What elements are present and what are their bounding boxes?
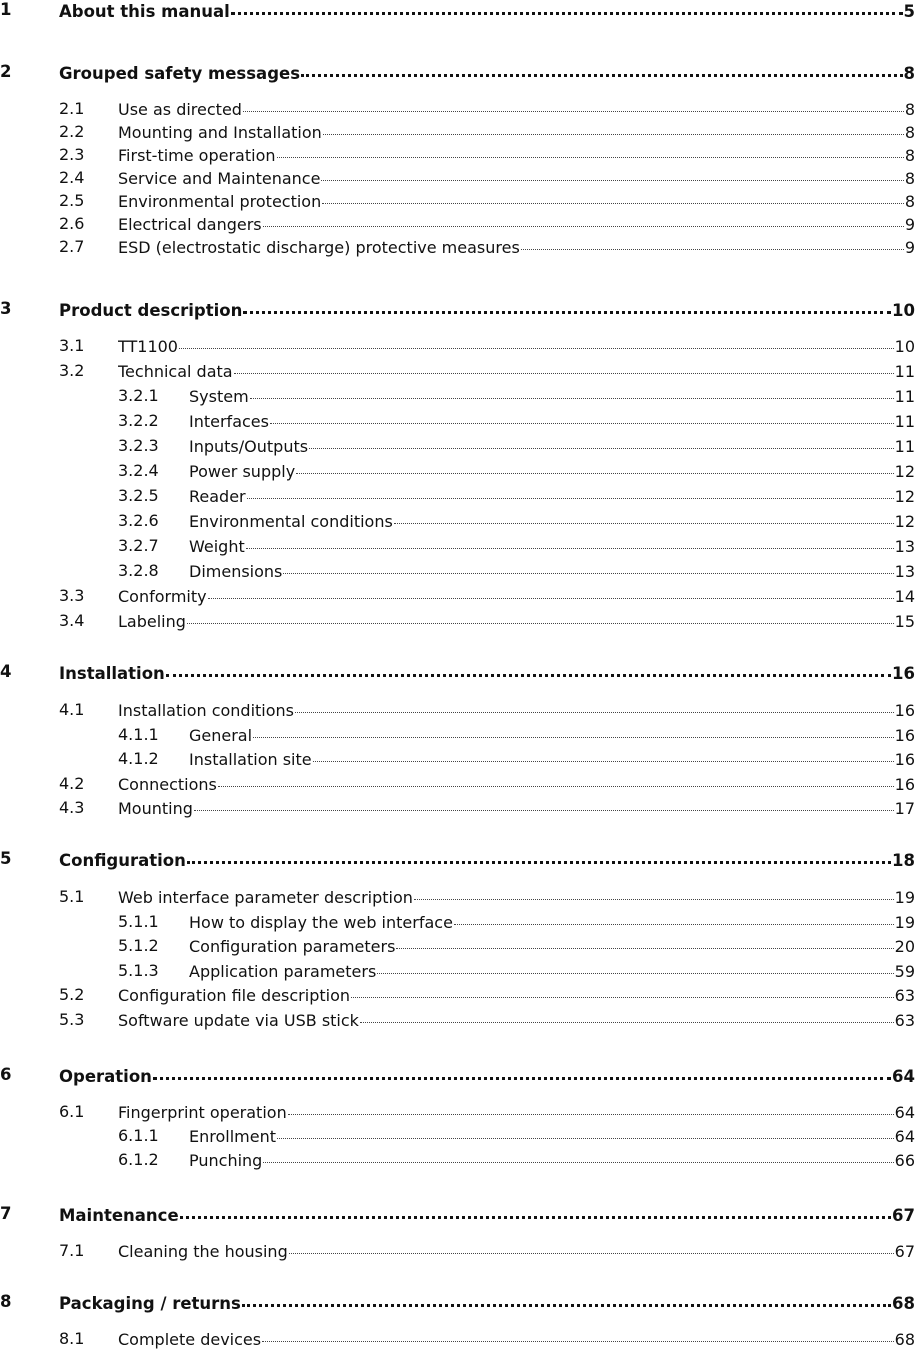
toc-entry-page-number: 67 xyxy=(894,1242,915,1261)
toc-entry-number: 6.1 xyxy=(59,1102,85,1121)
toc-entry-page-number: 19 xyxy=(894,913,915,932)
toc-entry-page-number: 9 xyxy=(904,215,915,234)
toc-entry-title: Software update via USB stick xyxy=(118,1011,359,1030)
dot-leader xyxy=(180,1204,891,1221)
toc-entry-3-3[interactable] xyxy=(0,586,915,608)
toc-entry-number: 5.1.1 xyxy=(118,912,159,931)
toc-entry-number: 2.7 xyxy=(59,237,85,256)
toc-entry-page-number: 11 xyxy=(894,362,915,381)
toc-entry-title: Labeling xyxy=(118,612,186,631)
toc-entry-3-2[interactable] xyxy=(0,361,915,383)
toc-entry-link[interactable] xyxy=(189,461,915,481)
toc-entry-link[interactable] xyxy=(189,936,915,956)
dot-leader xyxy=(277,145,904,161)
toc-entry-link[interactable] xyxy=(59,1065,915,1086)
dot-leader xyxy=(250,386,894,402)
toc-entry-link[interactable] xyxy=(59,849,915,870)
toc-entry-link[interactable] xyxy=(59,662,915,683)
dot-leader xyxy=(454,912,894,928)
toc-entry-6-1-1[interactable] xyxy=(0,1126,915,1148)
toc-entry-title: Conformity xyxy=(118,587,207,606)
toc-entry-link[interactable] xyxy=(118,985,915,1005)
toc-entry-link[interactable] xyxy=(189,912,915,932)
toc-entry-number: 5.1.2 xyxy=(118,936,159,955)
dot-leader xyxy=(309,436,894,452)
toc-entry-2[interactable] xyxy=(0,62,915,84)
toc-entry-page-number: 18 xyxy=(892,850,915,870)
dot-leader xyxy=(323,122,904,138)
toc-entry-page-number: 8 xyxy=(904,146,915,165)
toc-entry-link[interactable] xyxy=(59,62,915,83)
toc-entry-number: 7 xyxy=(0,1204,12,1223)
dot-leader xyxy=(521,237,904,253)
toc-entry-3-2-7[interactable] xyxy=(0,536,915,558)
dot-leader xyxy=(296,461,893,477)
toc-entry-number: 5 xyxy=(0,849,12,868)
dot-leader xyxy=(351,985,894,1001)
toc-entry-title: Installation site xyxy=(189,750,312,769)
toc-entry-7[interactable] xyxy=(0,1204,915,1226)
toc-entry-3-2-2[interactable] xyxy=(0,411,915,433)
toc-entry-number: 2.4 xyxy=(59,168,85,187)
toc-entry-title: Enrollment xyxy=(189,1127,276,1146)
toc-entry-link[interactable] xyxy=(189,1150,915,1170)
toc-entry-link[interactable] xyxy=(118,700,915,720)
toc-entry-page-number: 20 xyxy=(894,937,915,956)
toc-entry-link[interactable] xyxy=(118,887,915,907)
toc-entry-title: Fingerprint operation xyxy=(118,1103,287,1122)
dot-leader xyxy=(208,586,894,602)
toc-entry-number: 3.2.7 xyxy=(118,536,159,555)
toc-entry-4[interactable] xyxy=(0,662,915,684)
toc-entry-link[interactable] xyxy=(59,1292,915,1313)
toc-entry-page-number: 63 xyxy=(894,1011,915,1030)
toc-entry-link[interactable] xyxy=(189,561,915,581)
dot-leader xyxy=(179,336,894,352)
dot-leader xyxy=(263,1150,893,1166)
toc-entry-4-1-2[interactable] xyxy=(0,749,915,771)
toc-entry-title: Cleaning the housing xyxy=(118,1242,288,1261)
toc-entry-number: 3 xyxy=(0,299,12,318)
toc-entry-page-number: 64 xyxy=(892,1066,915,1086)
toc-entry-page-number: 12 xyxy=(894,487,915,506)
toc-entry-number: 3.2.6 xyxy=(118,511,159,530)
dot-leader xyxy=(243,99,904,115)
toc-entry-page-number: 11 xyxy=(894,412,915,431)
toc-entry-number: 2.3 xyxy=(59,145,85,164)
toc-entry-title: Interfaces xyxy=(189,412,269,431)
toc-entry-3[interactable] xyxy=(0,299,915,321)
toc-entry-page-number: 15 xyxy=(894,612,915,631)
toc-entry-link[interactable] xyxy=(118,336,915,356)
toc-entry-title: Operation xyxy=(59,1066,152,1086)
toc-entry-link[interactable] xyxy=(118,122,915,142)
toc-entry-page-number: 11 xyxy=(894,387,915,406)
toc-entry-page-number: 14 xyxy=(894,587,915,606)
toc-entry-3-2-3[interactable] xyxy=(0,436,915,458)
toc-entry-title: Complete devices xyxy=(118,1330,262,1349)
toc-entry-number: 6.1.1 xyxy=(118,1126,159,1145)
toc-entry-page-number: 11 xyxy=(894,437,915,456)
dot-leader xyxy=(322,191,904,207)
dot-leader xyxy=(288,1102,894,1118)
toc-entry-5-1-1[interactable] xyxy=(0,912,915,934)
toc-entry-4-1[interactable] xyxy=(0,700,915,722)
toc-entry-page-number: 63 xyxy=(894,986,915,1005)
toc-entry-7-1[interactable] xyxy=(0,1241,915,1263)
toc-entry-number: 5.2 xyxy=(59,985,85,1004)
toc-entry-link[interactable] xyxy=(59,0,915,21)
toc-entry-title: Environmental conditions xyxy=(189,512,393,531)
toc-entry-title: Configuration file description xyxy=(118,986,351,1005)
dot-leader xyxy=(218,774,894,790)
dot-leader xyxy=(295,700,894,716)
toc-entry-5-3[interactable] xyxy=(0,1010,915,1032)
toc-entry-number: 2.2 xyxy=(59,122,85,141)
dot-leader xyxy=(234,361,894,377)
dot-leader xyxy=(377,961,893,977)
toc-entry-number: 3.3 xyxy=(59,586,85,605)
toc-entry-number: 3.2.1 xyxy=(118,386,159,405)
toc-entry-link[interactable] xyxy=(118,145,915,165)
dot-leader xyxy=(313,749,894,765)
toc-entry-title: Mounting xyxy=(118,799,193,818)
toc-entry-title: Maintenance xyxy=(59,1205,179,1225)
toc-entry-page-number: 12 xyxy=(894,512,915,531)
toc-entry-title: System xyxy=(189,387,249,406)
toc-entry-link[interactable] xyxy=(189,411,915,431)
dot-leader xyxy=(166,662,891,679)
toc-entry-title: Grouped safety messages xyxy=(59,63,301,83)
toc-entry-page-number: 10 xyxy=(892,300,915,320)
toc-entry-number: 4.3 xyxy=(59,798,85,817)
toc-entry-title: Web interface parameter description xyxy=(118,888,413,907)
toc-entry-page-number: 5 xyxy=(903,1,915,21)
toc-entry-6-1[interactable] xyxy=(0,1102,915,1124)
toc-entry-title: Technical data xyxy=(118,362,233,381)
dot-leader xyxy=(360,1010,894,1026)
toc-entry-link[interactable] xyxy=(118,1329,915,1349)
dot-leader xyxy=(194,798,894,814)
toc-entry-page-number: 67 xyxy=(892,1205,915,1225)
dot-leader xyxy=(301,62,903,79)
dot-leader xyxy=(394,511,894,527)
toc-entry-page-number: 8 xyxy=(903,63,915,83)
toc-entry-8-1[interactable] xyxy=(0,1329,915,1351)
toc-entry-page-number: 8 xyxy=(904,100,915,119)
toc-entry-4-1-1[interactable] xyxy=(0,725,915,747)
toc-entry-page-number: 16 xyxy=(894,775,915,794)
toc-entry-title: Installation conditions xyxy=(118,701,295,720)
toc-entry-number: 2.1 xyxy=(59,99,85,118)
toc-entry-title: Application parameters xyxy=(189,962,377,981)
toc-entry-2-3[interactable] xyxy=(0,145,915,167)
toc-entry-2-1[interactable] xyxy=(0,99,915,121)
toc-entry-link[interactable] xyxy=(118,191,915,211)
toc-entry-title: Electrical dangers xyxy=(118,215,262,234)
toc-entry-link[interactable] xyxy=(189,436,915,456)
toc-entry-link[interactable] xyxy=(118,586,915,606)
toc-entry-page-number: 8 xyxy=(904,123,915,142)
toc-entry-5-1-2[interactable] xyxy=(0,936,915,958)
toc-entry-title: Mounting and Installation xyxy=(118,123,322,142)
toc-entry-title: Service and Maintenance xyxy=(118,169,321,188)
toc-entry-title: About this manual xyxy=(59,1,230,21)
toc-entry-2-2[interactable] xyxy=(0,122,915,144)
toc-entry-5[interactable] xyxy=(0,849,915,871)
toc-entry-page-number: 16 xyxy=(892,663,915,683)
toc-entry-title: How to display the web interface xyxy=(189,913,453,932)
toc-entry-title: Punching xyxy=(189,1151,263,1170)
toc-entry-link[interactable] xyxy=(189,961,915,981)
dot-leader xyxy=(263,214,904,230)
toc-entry-4-2[interactable] xyxy=(0,774,915,796)
toc-entry-number: 5.1 xyxy=(59,887,85,906)
toc-entry-title: Power supply xyxy=(189,462,296,481)
toc-entry-page-number: 16 xyxy=(894,750,915,769)
toc-entry-3-1[interactable] xyxy=(0,336,915,358)
toc-entry-link[interactable] xyxy=(189,536,915,556)
toc-entry-page-number: 16 xyxy=(894,726,915,745)
toc-entry-page-number: 68 xyxy=(892,1293,915,1313)
toc-entry-number: 6 xyxy=(0,1065,12,1084)
toc-entry-3-2-4[interactable] xyxy=(0,461,915,483)
toc-entry-page-number: 8 xyxy=(904,169,915,188)
toc-entry-number: 3.2.4 xyxy=(118,461,159,480)
toc-entry-page-number: 8 xyxy=(904,192,915,211)
toc-entry-number: 4.1 xyxy=(59,700,85,719)
dot-leader xyxy=(242,1292,891,1309)
toc-entry-title: First-time operation xyxy=(118,146,276,165)
dot-leader xyxy=(153,1065,891,1082)
toc-entry-page-number: 19 xyxy=(894,888,915,907)
toc-entry-8[interactable] xyxy=(0,1292,915,1314)
dot-leader xyxy=(253,725,894,741)
toc-entry-page-number: 68 xyxy=(894,1330,915,1349)
toc-entry-5-1-3[interactable] xyxy=(0,961,915,983)
toc-entry-2-5[interactable] xyxy=(0,191,915,213)
toc-entry-2-4[interactable] xyxy=(0,168,915,190)
toc-entry-3-2-6[interactable] xyxy=(0,511,915,533)
dot-leader xyxy=(243,299,891,316)
toc-entry-2-7[interactable] xyxy=(0,237,915,259)
toc-entry-link[interactable] xyxy=(189,1126,915,1146)
toc-entry-page-number: 64 xyxy=(894,1127,915,1146)
toc-entry-page-number: 66 xyxy=(894,1151,915,1170)
toc-entry-link[interactable] xyxy=(118,774,915,794)
toc-entry-number: 2.5 xyxy=(59,191,85,210)
toc-entry-number: 4.1.1 xyxy=(118,725,159,744)
toc-entry-link[interactable] xyxy=(189,511,915,531)
toc-entry-number: 6.1.2 xyxy=(118,1150,159,1169)
toc-entry-page-number: 59 xyxy=(894,962,915,981)
toc-entry-link[interactable] xyxy=(189,749,915,769)
toc-entry-link[interactable] xyxy=(118,611,915,631)
toc-entry-number: 4 xyxy=(0,662,12,681)
toc-entry-number: 3.4 xyxy=(59,611,85,630)
toc-entry-number: 4.2 xyxy=(59,774,85,793)
toc-entry-6-1-2[interactable] xyxy=(0,1150,915,1172)
toc-entry-6[interactable] xyxy=(0,1065,915,1087)
toc-entry-title: ESD (electrostatic discharge) protective measures xyxy=(118,238,520,257)
toc-entry-title: Environmental protection xyxy=(118,192,322,211)
toc-entry-title: General xyxy=(189,726,253,745)
toc-entry-link[interactable] xyxy=(118,99,915,119)
toc-entry-page-number: 64 xyxy=(894,1103,915,1122)
toc-entry-number: 3.2.5 xyxy=(118,486,159,505)
toc-entry-link[interactable] xyxy=(118,1102,915,1122)
toc-entry-link[interactable] xyxy=(189,386,915,406)
toc-entry-title: Weight xyxy=(189,537,245,556)
toc-entry-page-number: 16 xyxy=(894,701,915,720)
dot-leader xyxy=(247,486,894,502)
toc-entry-link[interactable] xyxy=(59,299,915,320)
toc-entry-4-3[interactable] xyxy=(0,798,915,820)
toc-entry-title: TT1100 xyxy=(118,337,178,356)
toc-entry-5-2[interactable] xyxy=(0,985,915,1007)
toc-entry-title: Dimensions xyxy=(189,562,283,581)
toc-entry-link[interactable] xyxy=(189,486,915,506)
toc-entry-5-1[interactable] xyxy=(0,887,915,909)
toc-entry-link[interactable] xyxy=(118,1010,915,1030)
toc-entry-number: 3.1 xyxy=(59,336,85,355)
dot-leader xyxy=(414,887,894,903)
dot-leader xyxy=(246,536,894,552)
toc-entry-3-2-1[interactable] xyxy=(0,386,915,408)
toc-entry-number: 3.2.8 xyxy=(118,561,159,580)
toc-entry-number: 3.2.3 xyxy=(118,436,159,455)
dot-leader xyxy=(187,849,891,866)
dot-leader xyxy=(277,1126,894,1142)
toc-entry-number: 2.6 xyxy=(59,214,85,233)
dot-leader xyxy=(231,0,903,17)
toc-entry-number: 3.2.2 xyxy=(118,411,159,430)
dot-leader xyxy=(396,936,893,952)
toc-entry-title: Use as directed xyxy=(118,100,242,119)
toc-entry-number: 1 xyxy=(0,0,12,19)
dot-leader xyxy=(187,611,894,627)
toc-entry-number: 5.3 xyxy=(59,1010,85,1029)
toc-entry-link[interactable] xyxy=(118,361,915,381)
toc-entry-link[interactable] xyxy=(118,237,915,257)
dot-leader xyxy=(321,168,903,184)
toc-entry-title: Connections xyxy=(118,775,217,794)
toc-entry-title: Packaging / returns xyxy=(59,1293,241,1313)
toc-entry-number: 3.2 xyxy=(59,361,85,380)
toc-entry-link[interactable] xyxy=(118,798,915,818)
toc-entry-page-number: 9 xyxy=(904,238,915,257)
toc-entry-title: Configuration parameters xyxy=(189,937,396,956)
toc-entry-number: 8.1 xyxy=(59,1329,85,1348)
toc-entry-title: Inputs/Outputs xyxy=(189,437,309,456)
toc-entry-title: Configuration xyxy=(59,850,186,870)
toc-entry-title: Installation xyxy=(59,663,165,683)
toc-entry-3-2-8[interactable] xyxy=(0,561,915,583)
toc-entry-link[interactable] xyxy=(189,725,915,745)
toc-entry-3-4[interactable] xyxy=(0,611,915,633)
dot-leader xyxy=(283,561,893,577)
toc-entry-page-number: 13 xyxy=(894,562,915,581)
toc-entry-page-number: 12 xyxy=(894,462,915,481)
dot-leader xyxy=(270,411,894,427)
toc-entry-number: 5.1.3 xyxy=(118,961,159,980)
toc-entry-link[interactable] xyxy=(118,214,915,234)
toc-entry-link[interactable] xyxy=(59,1204,915,1225)
toc-entry-3-2-5[interactable] xyxy=(0,486,915,508)
toc-entry-number: 7.1 xyxy=(59,1241,85,1260)
toc-entry-page-number: 10 xyxy=(894,337,915,356)
toc-entry-link[interactable] xyxy=(118,1241,915,1261)
toc-entry-page-number: 17 xyxy=(894,799,915,818)
toc-entry-number: 8 xyxy=(0,1292,12,1311)
toc-entry-link[interactable] xyxy=(118,168,915,188)
toc-entry-number: 2 xyxy=(0,62,12,81)
toc-entry-title: Product description xyxy=(59,300,243,320)
dot-leader xyxy=(262,1329,894,1345)
toc-entry-1[interactable] xyxy=(0,0,915,22)
toc-entry-page-number: 13 xyxy=(894,537,915,556)
dot-leader xyxy=(289,1241,894,1257)
toc-entry-2-6[interactable] xyxy=(0,214,915,236)
toc-entry-number: 4.1.2 xyxy=(118,749,159,768)
toc-entry-title: Reader xyxy=(189,487,246,506)
